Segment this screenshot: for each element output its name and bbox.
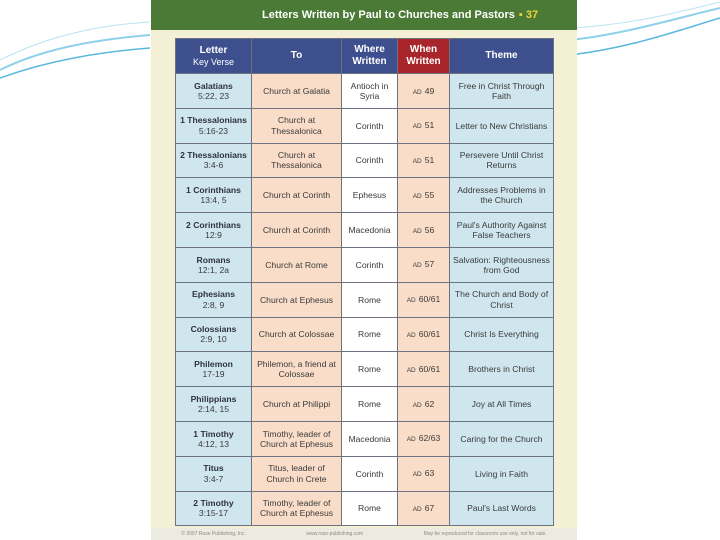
table-row (176, 143, 554, 178)
page-number: ▪ 37 (518, 9, 539, 21)
when-written-cell (398, 317, 450, 352)
when-written-cell (398, 387, 450, 422)
letter-cell (176, 387, 252, 422)
theme-cell: Christ Is Everything (450, 317, 554, 352)
when-written-cell (398, 213, 450, 248)
recipient-cell: Church at Corinth (252, 178, 342, 213)
recipient-cell: Church at Galatia (252, 74, 342, 109)
theme-cell: Caring for the Church (450, 421, 554, 456)
year-value: 62 (424, 398, 435, 409)
letter-name: 1 Thessalonians (180, 115, 247, 126)
where-written-cell: Rome (342, 282, 398, 317)
where-written-cell: Ephesus (342, 178, 398, 213)
year-value: 49 (424, 85, 435, 96)
letter-name: Philemon (194, 358, 233, 369)
recipient-cell: Church at Philippi (252, 387, 342, 422)
decorative-swoosh-right (570, 0, 720, 90)
letter-name: Ephesians (192, 289, 235, 300)
poster-title: Letters Written by Paul to Churches and Pastors (262, 9, 515, 21)
when-written-cell (398, 421, 450, 456)
letter-cell (176, 247, 252, 282)
letter-name: Galatians (194, 80, 233, 91)
where-written-cell: Corinth (342, 143, 398, 178)
letter-cell (176, 143, 252, 178)
header-theme: Theme (450, 39, 554, 74)
where-written-cell: Corinth (342, 456, 398, 491)
letter-name: 2 Thessalonians (180, 150, 247, 161)
year-value: 60/61 (418, 363, 441, 374)
key-verse: 13:4, 5 (200, 195, 227, 206)
key-verse: 3:15-17 (198, 508, 229, 519)
theme-cell: The Church and Body of Christ (450, 282, 554, 317)
poster-footer (151, 528, 577, 540)
letter-cell (176, 456, 252, 491)
recipient-cell: Timothy, leader of Church at Ephesus (252, 491, 342, 526)
recipient-cell: Church at Thessalonica (252, 143, 342, 178)
theme-cell: Living in Faith (450, 456, 554, 491)
key-verse: 5:16-23 (198, 125, 229, 136)
year-value: 63 (424, 468, 435, 479)
key-verse: 2:9, 10 (200, 334, 227, 345)
where-written-cell: Antioch in Syria (342, 74, 398, 109)
recipient-cell: Church at Ephesus (252, 282, 342, 317)
where-written-cell: Macedonia (342, 421, 398, 456)
decorative-swoosh-left (0, 0, 150, 90)
era-label: AD (406, 436, 416, 444)
when-written-cell (398, 456, 450, 491)
table-row (176, 317, 554, 352)
theme-cell: Free in Christ Through Faith (450, 74, 554, 109)
year-value: 60/61 (418, 329, 441, 340)
year-value: 55 (424, 189, 435, 200)
header-letter-sub: Key Verse (192, 56, 235, 67)
recipient-cell: Church at Corinth (252, 213, 342, 248)
where-written-cell: Macedonia (342, 213, 398, 248)
where-written-cell: Rome (342, 317, 398, 352)
letter-cell (176, 317, 252, 352)
letters-table (175, 38, 554, 526)
when-written-cell (398, 143, 450, 178)
era-label: AD (406, 297, 416, 305)
recipient-cell: Church at Colossae (252, 317, 342, 352)
table-row (176, 352, 554, 387)
era-label: AD (412, 262, 422, 270)
era-label: AD (412, 506, 422, 514)
era-label: AD (412, 192, 422, 200)
table-row (176, 421, 554, 456)
header-where: Where Written (342, 39, 398, 74)
poster-title-bar (151, 0, 577, 30)
theme-cell: Brothers in Christ (450, 352, 554, 387)
key-verse: 2:8, 9 (202, 299, 225, 310)
table-row (176, 456, 554, 491)
letter-name: Philippians (190, 393, 237, 404)
header-when: When Written (398, 39, 450, 74)
era-label: AD (412, 88, 422, 96)
theme-cell: Persevere Until Christ Returns (450, 143, 554, 178)
when-written-cell (398, 178, 450, 213)
table-row (176, 387, 554, 422)
era-label: AD (412, 471, 422, 479)
when-written-cell (398, 352, 450, 387)
letter-name: Romans (196, 254, 231, 265)
header-letter: Letter Key Verse (176, 39, 252, 74)
where-written-cell: Corinth (342, 247, 398, 282)
year-value: 67 (424, 503, 435, 514)
when-written-cell (398, 247, 450, 282)
theme-cell: Salvation: Righteousness from God (450, 247, 554, 282)
key-verse: 2:14, 15 (197, 404, 230, 415)
key-verse: 12:9 (205, 230, 222, 241)
year-value: 62/63 (418, 433, 441, 444)
key-verse: 3:4-7 (203, 473, 224, 484)
letter-name: Titus (203, 463, 224, 474)
table-row (176, 178, 554, 213)
year-value: 56 (424, 224, 435, 235)
header-to: To (252, 39, 342, 74)
key-verse: 3:4-6 (203, 160, 224, 171)
where-written-cell: Rome (342, 491, 398, 526)
era-label: AD (412, 401, 422, 409)
era-label: AD (406, 366, 416, 374)
table-row (176, 247, 554, 282)
theme-cell: Letter to New Christians (450, 108, 554, 143)
letter-name: Colossians (190, 324, 237, 335)
recipient-cell: Church at Rome (252, 247, 342, 282)
chart-poster (151, 0, 577, 540)
year-value: 51 (424, 155, 435, 166)
era-label: AD (406, 332, 416, 340)
table-row (176, 282, 554, 317)
year-value: 60/61 (418, 294, 441, 305)
theme-cell: Addresses Problems in the Church (450, 178, 554, 213)
letter-name: 2 Corinthians (186, 219, 241, 230)
letter-cell (176, 178, 252, 213)
theme-cell: Paul's Last Words (450, 491, 554, 526)
key-verse: 4:12, 13 (197, 438, 230, 449)
when-written-cell (398, 108, 450, 143)
when-written-cell (398, 74, 450, 109)
table-body (176, 74, 554, 526)
letter-name: 1 Timothy (193, 428, 234, 439)
recipient-cell: Philemon, a friend at Colossae (252, 352, 342, 387)
where-written-cell: Rome (342, 352, 398, 387)
letter-cell (176, 74, 252, 109)
key-verse: 12:1, 2a (197, 264, 230, 275)
recipient-cell: Church at Thessalonica (252, 108, 342, 143)
table-row (176, 491, 554, 526)
era-label: AD (412, 123, 422, 131)
table-row (176, 74, 554, 109)
letter-cell (176, 282, 252, 317)
year-value: 51 (424, 120, 435, 131)
recipient-cell: Titus, leader of Church in Crete (252, 456, 342, 491)
footer-website: www.rose-publishing.com (306, 531, 364, 537)
key-verse: 17-19 (202, 369, 225, 380)
recipient-cell: Timothy, leader of Church at Ephesus (252, 421, 342, 456)
footer-note: May be reproduced for classroom use only, not for sale. (423, 531, 547, 537)
table-header-row (176, 39, 554, 74)
where-written-cell: Rome (342, 387, 398, 422)
when-written-cell (398, 282, 450, 317)
letter-name: 2 Timothy (193, 498, 234, 509)
letter-name: 1 Corinthians (186, 184, 241, 195)
letter-cell (176, 213, 252, 248)
era-label: AD (412, 158, 422, 166)
letter-cell (176, 352, 252, 387)
when-written-cell (398, 491, 450, 526)
era-label: AD (412, 227, 422, 235)
where-written-cell: Corinth (342, 108, 398, 143)
letter-cell (176, 421, 252, 456)
letter-cell (176, 491, 252, 526)
year-value: 57 (424, 259, 435, 270)
letter-cell (176, 108, 252, 143)
table-row (176, 213, 554, 248)
table-row (176, 108, 554, 143)
theme-cell: Paul's Authority Against False Teachers (450, 213, 554, 248)
theme-cell: Joy at All Times (450, 387, 554, 422)
key-verse: 5:22, 23 (197, 90, 230, 101)
footer-copyright: © 2007 Rose Publishing, Inc. (181, 531, 246, 537)
